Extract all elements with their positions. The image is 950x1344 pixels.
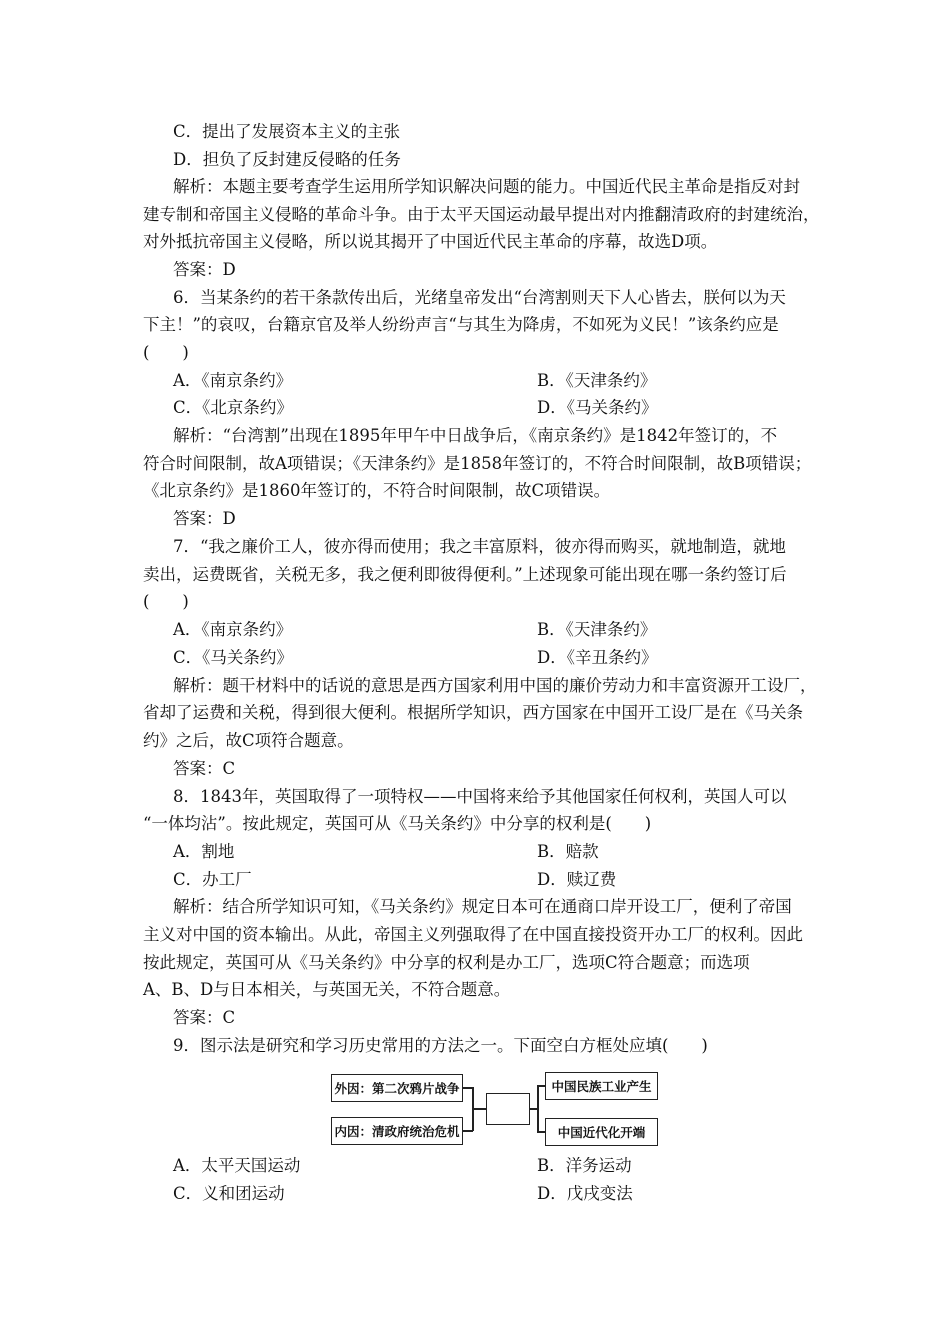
answer-line: 答案：D [173, 260, 236, 279]
q7-option-c: C．《马关条约》 [173, 648, 293, 667]
q7-explanation-line: 省却了运费和关税，得到很大便利。根据所学知识，西方国家在中国开工设厂是在《马关条 [143, 703, 803, 722]
q9-option-d: D．戊戌变法 [537, 1184, 633, 1203]
q8-option-b: B．赔款 [537, 842, 599, 861]
connector-line [537, 1085, 539, 1132]
question-6-line: 6．当某条约的若干条款传出后，光绪皇帝发出“台湾割则天下人心皆去，朕何以为天 [173, 288, 786, 307]
question-6-line: 下主！”的哀叹，台籍京官及举人纷纷声言“与其生为降虏，不如死为义民！”该条约应是 [143, 315, 779, 334]
q8-explanation-line: 主义对中国的资本输出。从此，帝国主义列强取得了在中国直接投资开办工厂的权利。因此 [143, 925, 803, 944]
question-7-line: 7．“我之廉价工人，彼亦得而使用；我之丰富原料，彼亦得而购买，就地制造，就地 [173, 537, 786, 556]
option-d-prev: D．担负了反封建反侵略的任务 [173, 150, 401, 169]
diagram-blank-box [486, 1093, 530, 1125]
connector-line [472, 1108, 486, 1110]
q9-option-b: B．洋务运动 [537, 1156, 632, 1175]
q8-explanation-line: A、B、D与日本相关，与英国无关，不符合题意。 [143, 980, 511, 999]
explanation-line: 对外抵抗帝国主义侵略，所以说其揭开了中国近代民主革命的序幕，故选D项。 [143, 232, 718, 251]
diagram-box-internal-cause: 内因：清政府统治危机 [331, 1117, 463, 1145]
q7-explanation-line: 解析：题干材料中的话说的意思是西方国家利用中国的廉价劳动力和丰富资源开工设厂， [173, 676, 817, 695]
question-7-line: 卖出，运费既省，关税无多，我之便利即彼得便利。”上述现象可能出现在哪一条约签订后 [143, 565, 787, 584]
q8-explanation-line: 解析：结合所学知识可知，《马关条约》规定日本可在通商口岸开设工厂，便利了帝国 [173, 897, 792, 916]
q7-explanation-line: 约》之后，故C项符合题意。 [143, 731, 354, 750]
q8-answer: 答案：C [173, 1008, 236, 1027]
q6-answer: 答案：D [173, 509, 236, 528]
q8-explanation-line: 按此规定，英国可从《马关条约》中分享的权利是办工厂，选项C符合题意；而选项 [143, 953, 750, 972]
q8-option-a: A．割地 [173, 842, 235, 861]
q6-explanation-line: 《北京条约》是1860年签订的，不符合时间限制，故C项错误。 [143, 481, 611, 500]
q7-option-d: D．《辛丑条约》 [537, 648, 658, 667]
q6-explanation-line: 符合时间限制，故A项错误；《天津条约》是1858年签订的，不符合时间限制，故B项错误； [143, 454, 812, 473]
diagram-box-modernization-start: 中国近代化开端 [545, 1118, 658, 1146]
question-7-blank: ( ) [143, 592, 189, 611]
q7-option-b: B．《天津条约》 [537, 620, 657, 639]
diagram-box-national-industry: 中国民族工业产生 [545, 1072, 658, 1100]
q9-option-a: A．太平天国运动 [173, 1156, 301, 1175]
question-9-line: 9．图示法是研究和学习历史常用的方法之一。下面空白方框处应填( ) [173, 1036, 708, 1055]
question-8-line: “一体均沾”。按此规定，英国可从《马关条约》中分享的权利是( ) [143, 814, 652, 833]
q6-option-c: C．《北京条约》 [173, 398, 293, 417]
q8-option-c: C．办工厂 [173, 870, 252, 889]
q8-option-d: D．赎辽费 [537, 870, 617, 889]
q6-option-d: D．《马关条约》 [537, 398, 658, 417]
q6-option-a: A．《南京条约》 [173, 371, 293, 390]
connector-line [537, 1131, 545, 1133]
q6-option-b: B．《天津条约》 [537, 371, 657, 390]
question-6-blank: ( ) [143, 343, 189, 362]
connector-line [537, 1085, 545, 1087]
option-c-prev: C．提出了发展资本主义的主张 [173, 122, 401, 141]
q7-answer: 答案：C [173, 759, 236, 778]
q6-explanation-line: 解析：“台湾割”出现在1895年甲午中日战争后，《南京条约》是1842年签订的，不 [173, 426, 778, 445]
q7-option-a: A．《南京条约》 [173, 620, 293, 639]
explanation-line: 解析：本题主要考查学生运用所学知识解决问题的能力。中国近代民主革命是指反对封 [173, 177, 800, 196]
q9-option-c: C．义和团运动 [173, 1184, 285, 1203]
question-8-line: 8．1843年，英国取得了一项特权——中国将来给予其他国家任何权利，英国人可以 [173, 787, 787, 806]
diagram-box-external-cause: 外因：第二次鸦片战争 [331, 1074, 463, 1102]
explanation-line: 建专制和帝国主义侵略的革命斗争。由于太平天国运动最早提出对内推翻清政府的封建统治， [143, 205, 820, 224]
